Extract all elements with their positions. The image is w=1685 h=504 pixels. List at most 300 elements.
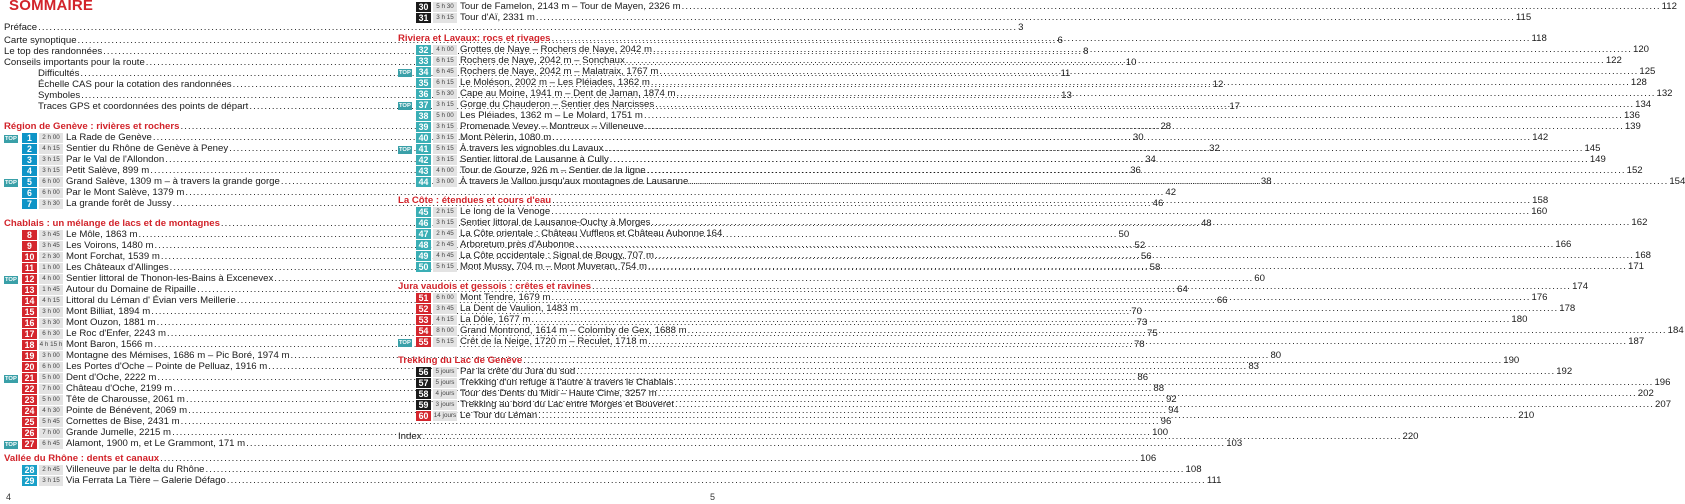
route-page: 192 bbox=[1556, 366, 1573, 377]
route-page: 202 bbox=[1637, 388, 1654, 399]
route-number: 30 bbox=[416, 2, 431, 12]
duration-badge: 3 h 45 bbox=[39, 230, 63, 240]
route-number: 33 bbox=[416, 56, 431, 66]
route-title: Le Roc d'Enfer, 2243 m bbox=[66, 328, 166, 339]
route-title: Tour de Famelon, 2143 m – Tour de Mayen, 2326 m bbox=[460, 1, 681, 12]
duration-badge: 2 h 00 bbox=[39, 133, 63, 143]
duration-badge: 4 h 00 bbox=[433, 166, 457, 176]
toc-entry-page: 17 bbox=[1229, 101, 1240, 112]
section-title: Vallée du Rhône : dents et canaux bbox=[4, 453, 160, 464]
route-title: Crêt de la Neige, 1720 m – Reculet, 1718 m bbox=[460, 336, 648, 347]
duration-badge: 3 h 45 bbox=[433, 304, 457, 314]
top-badge-slot bbox=[4, 438, 22, 449]
duration-badge: 3 h 15 bbox=[433, 100, 457, 110]
route-number: 1 bbox=[22, 133, 37, 143]
route-number: 37 bbox=[416, 100, 431, 110]
route-entry[interactable] bbox=[4, 438, 1243, 449]
section-page: 158 bbox=[1532, 195, 1549, 206]
duration-badge: 6 h 00 bbox=[39, 362, 63, 372]
top-badge: TOP bbox=[5, 180, 17, 186]
top-badge-slot bbox=[4, 176, 22, 187]
duration-badge: 5 h 30 bbox=[433, 89, 457, 99]
top-badge: TOP bbox=[5, 277, 17, 283]
route-page: 30 bbox=[1132, 132, 1144, 143]
route-title: Le long de la Venoge bbox=[460, 206, 551, 217]
toc-entry-label: Index bbox=[398, 431, 422, 442]
duration-badge: 4 h 15 bbox=[39, 296, 63, 306]
route-title: Grottes de Naye – Rochers de Naye, 2042 m bbox=[460, 44, 652, 55]
toc-entry-page: 12 bbox=[1212, 79, 1224, 90]
route-number: 47 bbox=[416, 229, 431, 239]
duration-badge: 6 h 15 bbox=[433, 56, 457, 66]
duration-badge: 4 h 30 bbox=[39, 406, 63, 416]
route-title: La Rade de Genève bbox=[66, 132, 152, 143]
route-page: 75 bbox=[1146, 328, 1158, 339]
route-number: 55 bbox=[416, 337, 431, 347]
route-number: 15 bbox=[22, 307, 37, 317]
route-number: 58 bbox=[416, 389, 431, 399]
route-title: La Dent de Vaulion, 1483 m bbox=[460, 303, 579, 314]
route-page: 92 bbox=[1165, 394, 1177, 405]
duration-badge: 6 h 00 bbox=[39, 177, 63, 187]
route-title: Littoral du Léman d' Évian vers Meillerie bbox=[66, 295, 236, 306]
duration-badge: 4 h 00 bbox=[433, 45, 457, 55]
route-title: Mont Tendre, 1679 m bbox=[460, 292, 551, 303]
route-title: La Côte orientale : Château Vufflens et Château Aubonne bbox=[460, 228, 705, 239]
route-page: 160 bbox=[1531, 206, 1548, 217]
route-number: 8 bbox=[22, 230, 37, 240]
route-entry[interactable] bbox=[398, 206, 1548, 217]
toc-entry-label: Préface bbox=[4, 22, 38, 33]
route-number: 54 bbox=[416, 326, 431, 336]
duration-badge: 5 jours bbox=[433, 367, 457, 377]
route-page: 180 bbox=[1511, 314, 1528, 325]
route-number: 9 bbox=[22, 241, 37, 251]
toc-entry-page: 6 bbox=[1057, 35, 1063, 46]
route-number: 24 bbox=[22, 406, 37, 416]
route-page: 120 bbox=[1633, 44, 1650, 55]
route-title: Le Môle, 1863 m bbox=[66, 229, 138, 240]
route-title: À travers le Vallon jusqu'aux montagnes de Lausanne bbox=[460, 176, 689, 187]
route-title: Tour des Dents du Midi – Haute Cime, 3257 m bbox=[460, 388, 657, 399]
leader-dots bbox=[651, 77, 1630, 88]
leader-dots bbox=[422, 431, 1401, 442]
route-number: 60 bbox=[416, 411, 431, 421]
leader-dots bbox=[575, 239, 1554, 250]
route-page: 103 bbox=[1226, 438, 1243, 449]
toc-entry-label: Échelle CAS pour la cotation des randonnées bbox=[38, 79, 232, 90]
leader-dots bbox=[655, 99, 1634, 110]
route-number: 23 bbox=[22, 395, 37, 405]
duration-badge: 4 h 15 bbox=[39, 144, 63, 154]
route-page: 36 bbox=[1130, 165, 1141, 176]
duration-badge: 7 h 00 bbox=[39, 384, 63, 394]
section-title: La Côte : étendues et cours d'eau bbox=[398, 195, 552, 206]
route-title: Trekking d'un refuge à l'autre à travers le Chablais bbox=[460, 377, 674, 388]
route-number: 12 bbox=[22, 274, 37, 284]
route-page: 176 bbox=[1531, 292, 1548, 303]
route-page: 115 bbox=[1515, 12, 1532, 23]
route-number: 28 bbox=[22, 465, 37, 475]
route-number: 48 bbox=[416, 240, 431, 250]
duration-badge: 3 h 00 bbox=[433, 177, 457, 187]
toc-entry-page: 220 bbox=[1402, 431, 1419, 442]
leader-dots bbox=[206, 464, 1185, 475]
top-badge-slot bbox=[398, 66, 416, 77]
route-number: 11 bbox=[22, 263, 37, 273]
leader-dots bbox=[552, 195, 1531, 206]
section-page: 28 bbox=[1160, 121, 1172, 132]
leader-dots bbox=[689, 176, 1668, 187]
route-title: Cornettes de Bise, 2431 m bbox=[66, 416, 180, 427]
duration-badge: 3 h 00 bbox=[39, 307, 63, 317]
route-entry[interactable] bbox=[4, 416, 1172, 427]
leader-dots bbox=[227, 475, 1206, 486]
route-number: 27 bbox=[22, 439, 37, 449]
toc-entry-page: 8 bbox=[1083, 46, 1089, 57]
duration-badge: 4 h 15 h bbox=[39, 340, 63, 348]
section-heading[interactable] bbox=[4, 453, 1157, 464]
route-number: 26 bbox=[22, 428, 37, 438]
route-title: Pointe de Bénévent, 2069 m bbox=[66, 405, 188, 416]
route-title: Tour d'Aï, 2331 m bbox=[460, 12, 535, 23]
duration-badge: 3 h 15 bbox=[39, 166, 63, 176]
route-page: 88 bbox=[1153, 383, 1165, 394]
leader-dots bbox=[576, 366, 1555, 377]
section-title: Chablais : un mélange de lacs et de montagnes bbox=[4, 218, 220, 229]
duration-badge: 4 h 15 bbox=[433, 315, 457, 325]
duration-badge: 8 h 00 bbox=[433, 326, 457, 336]
duration-badge: 6 h 45 bbox=[433, 67, 457, 77]
route-number: 36 bbox=[416, 89, 431, 99]
duration-badge: 2 h 45 bbox=[433, 240, 457, 250]
route-number: 10 bbox=[22, 252, 37, 262]
route-title: Les Portes d'Oche – Pointe de Pelluaz, 1916 m bbox=[66, 361, 268, 372]
route-number: 2 bbox=[22, 144, 37, 154]
section-title: Riviera et Lavaux: rocs et rivages bbox=[398, 33, 551, 44]
leader-dots bbox=[531, 314, 1510, 325]
route-entry[interactable] bbox=[398, 88, 1673, 99]
toc-entry-page: 10 bbox=[1125, 57, 1137, 68]
section-page: 190 bbox=[1503, 355, 1520, 366]
route-page: 134 bbox=[1635, 99, 1652, 110]
duration-badge: 7 h 00 bbox=[39, 428, 63, 438]
route-number: 16 bbox=[22, 318, 37, 328]
route-page: 178 bbox=[1559, 303, 1576, 314]
duration-badge: 5 h 30 bbox=[433, 2, 457, 12]
duration-badge: 2 h 45 bbox=[433, 229, 457, 239]
duration-badge: 3 h 15 bbox=[39, 476, 63, 486]
route-page: 66 bbox=[1216, 295, 1228, 306]
toc-entry-page: 3 bbox=[1018, 22, 1024, 33]
route-title: Par le Val de l'Allondon bbox=[66, 154, 165, 165]
route-page: 108 bbox=[1185, 464, 1202, 475]
leader-dots bbox=[647, 165, 1626, 176]
route-title: Les Pléiades, 1362 m – Le Molard, 1751 m bbox=[460, 110, 643, 121]
duration-badge: 3 h 15 bbox=[433, 133, 457, 143]
top-badge-slot bbox=[398, 143, 416, 154]
route-number: 7 bbox=[22, 199, 37, 209]
route-page: 64 bbox=[1177, 284, 1188, 295]
leader-dots bbox=[551, 292, 1530, 303]
route-page: 73 bbox=[1136, 317, 1148, 328]
duration-badge: 2 h 30 bbox=[39, 252, 63, 262]
route-page: 112 bbox=[1661, 1, 1677, 12]
duration-badge: 5 h 15 bbox=[433, 337, 457, 347]
route-title: À travers les vignobles du Lavaux bbox=[460, 143, 604, 154]
route-number: 49 bbox=[416, 251, 431, 261]
route-title: Tour de Gourze, 926 m – Sentier de la ligne bbox=[460, 165, 646, 176]
route-page: 46 bbox=[1152, 198, 1164, 209]
page-number-left: 4 bbox=[6, 492, 12, 502]
route-title: Sentier du Rhône de Genève à Peney bbox=[66, 143, 229, 154]
leader-dots bbox=[676, 88, 1655, 99]
duration-badge: 3 h 15 bbox=[433, 13, 457, 23]
leader-dots bbox=[659, 66, 1638, 77]
route-title: Tête de Charousse, 2061 m bbox=[66, 394, 185, 405]
route-title: Grand Salève, 1309 m – à travers la grande gorge bbox=[66, 176, 280, 187]
route-entry[interactable] bbox=[398, 1, 1677, 12]
route-page: 132 bbox=[1656, 88, 1673, 99]
top-badge: TOP bbox=[399, 103, 411, 109]
route-number: 29 bbox=[22, 476, 37, 486]
route-number: 53 bbox=[416, 315, 431, 325]
leader-dots bbox=[610, 154, 1589, 165]
route-page: 166 bbox=[1555, 239, 1572, 250]
route-page: 207 bbox=[1655, 399, 1672, 410]
route-page: 196 bbox=[1654, 377, 1671, 388]
duration-badge: 6 h 30 bbox=[39, 329, 63, 339]
route-number: 5 bbox=[22, 177, 37, 187]
route-page: 139 bbox=[1624, 121, 1641, 132]
page-number-right: 5 bbox=[710, 492, 716, 502]
leader-dots bbox=[551, 206, 1530, 217]
top-badge-slot bbox=[398, 99, 416, 110]
route-title: Alamont, 1900 m, et Le Grammont, 171 m bbox=[66, 438, 246, 449]
top-badge: TOP bbox=[399, 147, 411, 153]
route-number: 17 bbox=[22, 329, 37, 339]
route-title: Rochers de Naye, 2042 m – Sonchaux bbox=[460, 55, 625, 66]
leader-dots bbox=[658, 388, 1637, 399]
route-number: 3 bbox=[22, 155, 37, 165]
section-page: 106 bbox=[1140, 453, 1157, 464]
route-entry[interactable] bbox=[4, 273, 1265, 284]
toc-entry-label: Traces GPS et coordonnées des points de départ bbox=[38, 101, 249, 112]
duration-badge: 2 h 45 bbox=[39, 465, 63, 475]
duration-badge: 5 h 15 bbox=[433, 262, 457, 272]
route-page: 164 bbox=[706, 228, 723, 239]
leader-dots bbox=[523, 355, 1502, 366]
leader-dots bbox=[651, 217, 1630, 228]
duration-badge: 1 h 45 bbox=[39, 285, 63, 295]
duration-badge: 5 h 00 bbox=[39, 395, 63, 405]
route-title: Promenade Vevey – Montreux – Villeneuve bbox=[460, 121, 644, 132]
route-page: 154 bbox=[1669, 176, 1685, 187]
route-number: 40 bbox=[416, 133, 431, 143]
route-page: 60 bbox=[1254, 273, 1265, 284]
leader-dots bbox=[552, 33, 1531, 44]
section-page: 118 bbox=[1531, 33, 1547, 44]
leader-dots bbox=[653, 44, 1632, 55]
route-page: 111 bbox=[1206, 475, 1222, 486]
top-badge: TOP bbox=[5, 442, 17, 448]
route-title: Trekking au bord du Lac entre Morges et Bouveret bbox=[460, 399, 675, 410]
route-title: La Dôle, 1677 m bbox=[460, 314, 531, 325]
duration-badge: 14 jours bbox=[433, 411, 457, 419]
leader-dots bbox=[592, 281, 1571, 292]
route-page: 78 bbox=[1133, 339, 1145, 350]
route-entry[interactable] bbox=[398, 44, 1650, 55]
route-title: Par le Mont Salève, 1379 m bbox=[66, 187, 185, 198]
route-number: 59 bbox=[416, 400, 431, 410]
leader-dots bbox=[538, 410, 1517, 421]
route-number: 32 bbox=[416, 45, 431, 55]
route-title: Autour du Domaine de Ripaille bbox=[66, 284, 197, 295]
route-page: 56 bbox=[1140, 251, 1152, 262]
duration-badge: 3 h 30 bbox=[39, 318, 63, 328]
route-title: Arboretum près d'Aubonne bbox=[460, 239, 575, 250]
route-page: 83 bbox=[1248, 361, 1259, 372]
route-number: 19 bbox=[22, 351, 37, 361]
section-page: 48 bbox=[1200, 218, 1212, 229]
route-page: 32 bbox=[1209, 143, 1220, 154]
leader-dots bbox=[688, 325, 1667, 336]
route-number: 42 bbox=[416, 155, 431, 165]
duration-badge: 5 jours bbox=[433, 378, 457, 388]
route-entry[interactable] bbox=[398, 12, 1532, 23]
route-title: Grande Jumelle, 2215 m bbox=[66, 427, 172, 438]
route-page: 187 bbox=[1628, 336, 1645, 347]
leader-dots bbox=[648, 336, 1627, 347]
route-number: 39 bbox=[416, 122, 431, 132]
duration-badge: 3 h 15 bbox=[433, 155, 457, 165]
route-entry[interactable] bbox=[4, 464, 1202, 475]
section-heading[interactable] bbox=[398, 33, 1547, 44]
route-title: La grande forêt de Jussy bbox=[66, 198, 172, 209]
route-number: 43 bbox=[416, 166, 431, 176]
route-number: 41 bbox=[416, 144, 431, 154]
route-number: 21 bbox=[22, 373, 37, 383]
route-page: 125 bbox=[1639, 66, 1656, 77]
route-number: 22 bbox=[22, 384, 37, 394]
route-title: Sentier littoral de Thonon-les-Bains à Excenevex bbox=[66, 273, 274, 284]
route-title: Sentier littoral de Lausanne à Cully bbox=[460, 154, 609, 165]
route-number: 44 bbox=[416, 177, 431, 187]
top-badge-slot bbox=[4, 273, 22, 284]
toc-entry[interactable] bbox=[4, 22, 1024, 33]
route-title: Gorge du Chauderon – Sentier des Narcisses bbox=[460, 99, 655, 110]
route-title: Mont Baron, 1566 m bbox=[66, 339, 153, 350]
top-badge-slot bbox=[398, 336, 416, 347]
top-badge-slot bbox=[4, 372, 22, 383]
route-title: Les Châteaux d'Allinges bbox=[66, 262, 169, 273]
route-page: 80 bbox=[1270, 350, 1282, 361]
top-badge: TOP bbox=[5, 136, 17, 142]
leader-dots bbox=[552, 132, 1531, 143]
route-page: 136 bbox=[1623, 110, 1640, 121]
route-page: 58 bbox=[1149, 262, 1161, 273]
duration-badge: 3 h 15 bbox=[433, 122, 457, 132]
route-entry[interactable] bbox=[4, 187, 1177, 198]
duration-badge: 4 h 00 bbox=[39, 274, 63, 284]
route-title: Petit Salève, 899 m bbox=[66, 165, 150, 176]
route-title: Les Voirons, 1480 m bbox=[66, 240, 154, 251]
section-title: Région de Genève : rivières et rochers bbox=[4, 121, 180, 132]
route-title: Dent d'Oche, 2222 m bbox=[66, 372, 157, 383]
route-number: 31 bbox=[416, 13, 431, 23]
route-number: 52 bbox=[416, 304, 431, 314]
route-title: Mont Forchat, 1539 m bbox=[66, 251, 160, 262]
route-title: Mont Ouzon, 1881 m bbox=[66, 317, 156, 328]
route-title: Mont Pèlerin, 1080 m bbox=[460, 132, 552, 143]
route-page: 100 bbox=[1152, 427, 1169, 438]
route-number: 50 bbox=[416, 262, 431, 272]
route-page: 152 bbox=[1626, 165, 1643, 176]
leader-dots bbox=[645, 121, 1624, 132]
toc-entry-page: 13 bbox=[1061, 90, 1072, 101]
top-badge: TOP bbox=[399, 70, 411, 76]
page-title: SOMMAIRE bbox=[9, 0, 94, 14]
leader-dots bbox=[604, 143, 1583, 154]
duration-badge: 5 h 15 bbox=[433, 144, 457, 154]
toc-entry-label: Carte synoptique bbox=[4, 35, 77, 46]
route-page: 42 bbox=[1165, 187, 1177, 198]
route-title: Mont Billiat, 1894 m bbox=[66, 306, 151, 317]
route-page: 34 bbox=[1145, 154, 1156, 165]
duration-badge: 6 h 15 bbox=[433, 78, 457, 88]
duration-badge: 3 jours bbox=[433, 400, 457, 410]
duration-badge: 3 h 45 bbox=[39, 241, 63, 251]
route-entry[interactable] bbox=[398, 110, 1640, 121]
duration-badge: 6 h 45 bbox=[39, 439, 63, 449]
duration-badge: 6 h 00 bbox=[39, 188, 63, 198]
route-number: 46 bbox=[416, 218, 431, 228]
route-entry[interactable] bbox=[4, 475, 1222, 486]
route-number: 20 bbox=[22, 362, 37, 372]
duration-badge: 6 h 00 bbox=[433, 293, 457, 303]
route-number: 35 bbox=[416, 78, 431, 88]
top-badge-slot bbox=[4, 132, 22, 143]
duration-badge: 5 h 45 bbox=[39, 417, 63, 427]
route-number: 56 bbox=[416, 367, 431, 377]
route-title: Par la crête du Jura du sud bbox=[460, 366, 576, 377]
route-title: Grand Montrond, 1614 m – Colomby de Gex, 1688 m bbox=[460, 325, 687, 336]
route-page: 50 bbox=[1118, 229, 1130, 240]
toc-entry-label: Symboles bbox=[38, 90, 81, 101]
route-title: Château d'Oche, 2199 m bbox=[66, 383, 173, 394]
route-page: 171 bbox=[1628, 261, 1645, 272]
leader-dots bbox=[579, 303, 1558, 314]
leader-dots bbox=[644, 110, 1623, 121]
duration-badge: 5 h 00 bbox=[39, 373, 63, 383]
route-number: 45 bbox=[416, 207, 431, 217]
route-number: 13 bbox=[22, 285, 37, 295]
toc-entry-label: Le top des randonnées bbox=[4, 46, 103, 57]
route-entry[interactable] bbox=[398, 228, 723, 239]
duration-badge: 5 h 00 bbox=[433, 111, 457, 121]
route-entry[interactable] bbox=[398, 77, 1647, 88]
toc-entry-page: 11 bbox=[1060, 68, 1071, 79]
route-number: 6 bbox=[22, 188, 37, 198]
route-page: 70 bbox=[1131, 306, 1142, 317]
route-title: Le Moléson, 2002 m – Les Pléiades, 1362 m bbox=[460, 77, 650, 88]
route-page: 162 bbox=[1631, 217, 1648, 228]
route-number: 18 bbox=[22, 340, 37, 350]
route-page: 168 bbox=[1634, 250, 1651, 261]
route-number: 14 bbox=[22, 296, 37, 306]
section-title: Jura vaudois et gessois : crêtes et ravines bbox=[398, 281, 592, 292]
route-title: Le Tour du Léman bbox=[460, 410, 538, 421]
